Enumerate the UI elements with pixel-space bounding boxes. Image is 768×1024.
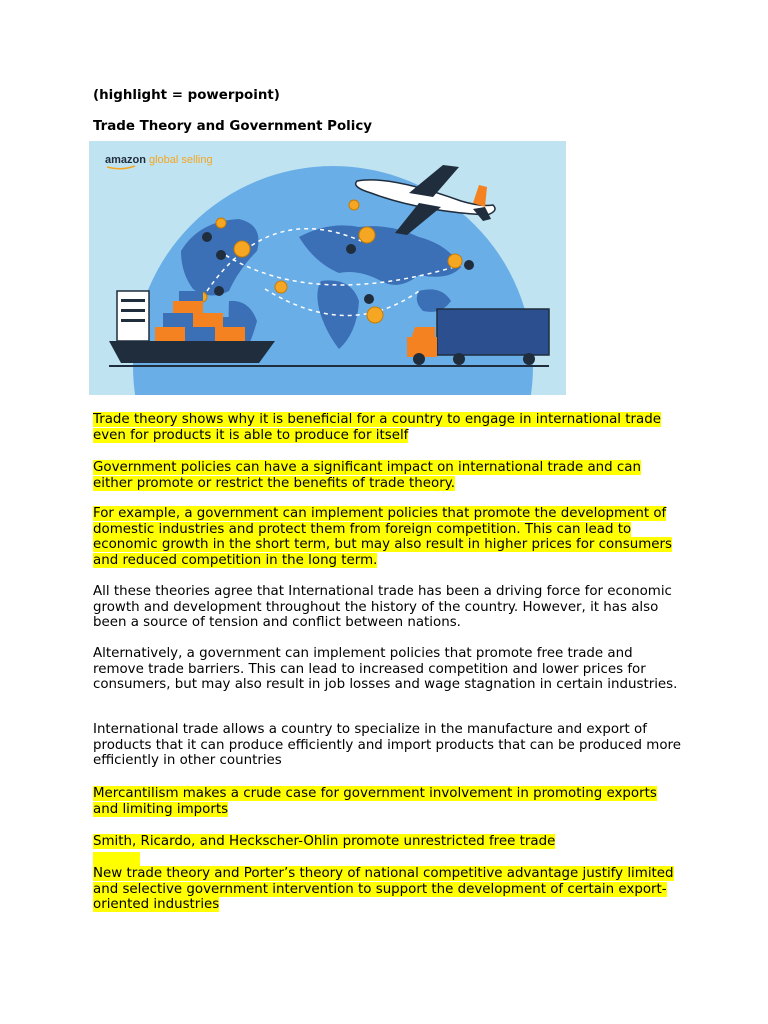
trade-hero-image	[89, 141, 566, 395]
paragraph-4: All these theories agree that International trade has been a driving force for economic growth and development throughout the history of the country. However, it has also been a source of tension and conflict between nations.	[93, 584, 672, 631]
paragraph-8: Smith, Ricardo, and Heckscher-Ohlin promote unrestricted free trade	[93, 834, 556, 849]
page-title: Trade Theory and Government Policy	[93, 119, 373, 134]
paragraph-5: Alternatively, a government can implement policies that promote free trade and remove trade barriers. This can lead to increased competition and lower prices for consumers, but may also result in job losses and wage stagnation in certain industries.	[93, 646, 678, 693]
paragraph-9: New trade theory and Porter’s theory of national competitive advantage justify limited and selective government intervention to support the development of certain export-oriented industries	[93, 866, 674, 913]
paragraph-6: International trade allows a country to specialize in the manufacture and export of products that it can produce efficiently and import products that can be produced more efficiently in other countries	[93, 722, 681, 769]
empty-highlight-line	[93, 852, 140, 866]
paragraph-3: For example, a government can implement policies that promote the development of domestic industries and protect them from foreign competition. This can lead to economic growth in the short term, but may also result in higher prices for consumers and reduced competition in the long term.	[93, 506, 672, 568]
trade-illustration	[89, 141, 566, 395]
paragraph-7: Mercantilism makes a crude case for government involvement in promoting exports and limiting imports	[93, 786, 657, 817]
highlight-note: (highlight = powerpoint)	[93, 88, 280, 103]
paragraph-2: Government policies can have a significant impact on international trade and can either promote or restrict the benefits of trade theory.	[93, 460, 641, 491]
brand-text-global-selling: global selling	[149, 154, 213, 166]
brand-text-amazon: amazon	[105, 154, 146, 166]
paragraph-1: Trade theory shows why it is beneficial for a country to engage in international trade even for products it is able to produce for itself	[93, 412, 661, 443]
